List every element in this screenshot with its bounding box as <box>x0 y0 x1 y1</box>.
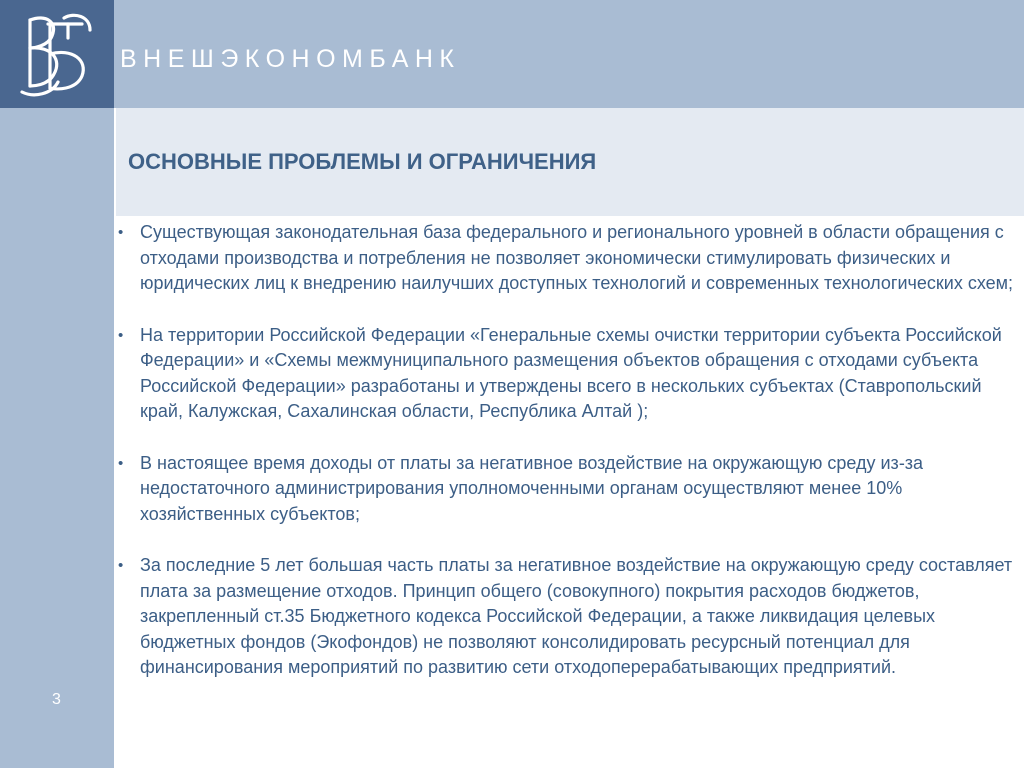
logo-box <box>0 0 114 108</box>
bullet-list <box>114 220 1020 681</box>
bullet-text: На территории Российской Федерации «Генеральные схемы очистки территории субъекта Российской Федерации» и «Схемы межмуниципального размещения объектов обращения с отходами субъекта Российской Федерации» разработаны и утверждены всего в нескольких субъектах (Ставропольский край, Калужская, Сахалинская области, Республика Алтай ); <box>140 324 1002 421</box>
bullet-item <box>114 220 1020 297</box>
bullet-marker: • <box>118 454 124 472</box>
veb-monogram-logo-icon <box>12 8 102 100</box>
bullet-item <box>114 553 1020 681</box>
slide-title: ОСНОВНЫЕ ПРОБЛЕМЫ И ОГРАНИЧЕНИЯ <box>128 149 597 174</box>
left-sidebar-band <box>0 108 114 768</box>
bullet-marker: • <box>118 224 124 241</box>
bullet-marker: • <box>118 557 124 574</box>
bullet-text: В настоящее время доходы от платы за негативное воздействие на окружающую среду из-за недостаточного администрирования уполномоченными органам осуществляют менее 10% хозяйственных субъектов; <box>140 452 924 524</box>
bullet-item <box>114 451 1020 528</box>
page-number: 3 <box>52 691 61 708</box>
bullet-text: За последние 5 лет большая часть платы за негативное воздействие на окружающую среду составляет плата за размещение отходов. Принцип общего (совокупного) покрытия расходов бюджетов, закрепленный ст.35 Бюджетного кодекса Российской Федерации, а также ликвидация целевых бюджетных фондов (Экофондов) не позволяют консолидировать ресурсный потенциал для финансирования мероприятий по развитию сети отходоперерабатывающих предприятий. <box>140 555 1013 677</box>
bullet-text: Существующая законодательная база федерального и регионального уровней в области обращения с отходами производства и потребления не позволяет экономически стимулировать физических и юридических лиц к внедрению наилучших доступных технологий и современных технологических схем; <box>140 222 1014 293</box>
bank-name: ВНЕШЭКОНОМБАНК <box>120 45 461 73</box>
bullet-item <box>114 323 1020 425</box>
bullet-marker: • <box>118 326 124 344</box>
